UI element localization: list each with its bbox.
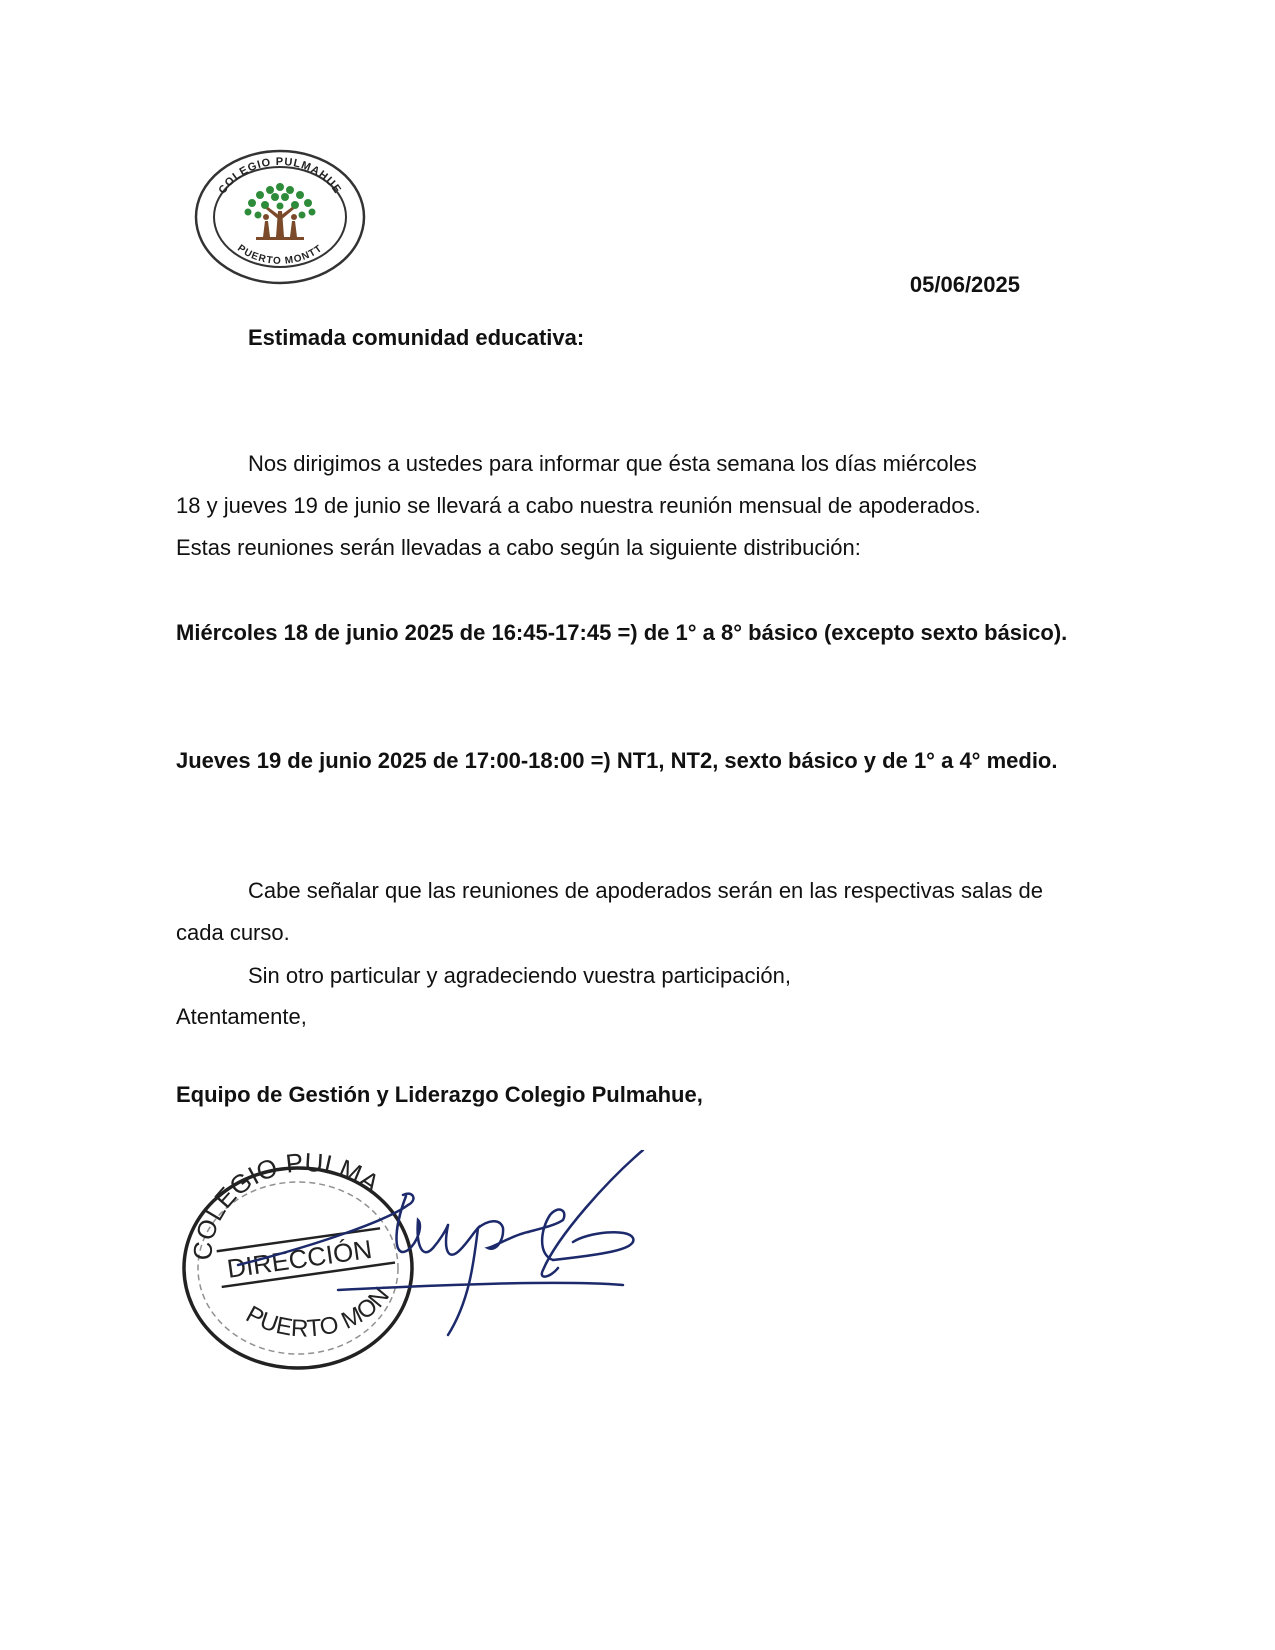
closing: Atentamente,: [176, 1004, 307, 1029]
handwritten-signature: [238, 1150, 643, 1335]
thanks-text: Sin otro particular y agradeciendo vuestra participación,: [248, 963, 791, 988]
intro-line-3: Estas reuniones serán llevadas a cabo según la siguiente distribución:: [176, 535, 861, 560]
intro-line-1: Nos dirigimos a ustedes para informar que ésta semana los días miércoles: [248, 451, 977, 476]
stamp-text-bottom: PUERTO MON: [241, 1282, 395, 1343]
tree-icon: [245, 183, 316, 240]
direction-stamp: [178, 1150, 678, 1380]
letter-date: 05/06/2025: [909, 272, 1020, 297]
salutation: Estimada comunidad educativa:: [248, 325, 585, 350]
stamp-text-middle: DIRECCIÓN: [225, 1233, 374, 1284]
intro-line-2: 18 y jueves 19 de junio se llevará a cabo nuestra reunión mensual de apoderados.: [176, 493, 981, 518]
logo-text-top: COLEGIO PULMAHUE: [216, 155, 344, 197]
svg-text:PUERTO MONTT: [235, 243, 325, 267]
signatory: Equipo de Gestión y Liderazgo Colegio Pulmahue,: [176, 1082, 703, 1107]
logo-text-bottom: PUERTO MONTT: [235, 242, 325, 267]
school-logo-seal: [190, 145, 370, 285]
note-text: Cabe señalar que las reuniones de apoderados serán en las respectivas salas de cada curso.: [176, 878, 1043, 945]
schedule-wednesday: Miércoles 18 de junio 2025 de 16:45-17:45 =) de 1° a 8° básico (excepto sexto básico).: [176, 620, 1068, 645]
stamp-and-signature: [178, 1150, 678, 1380]
school-logo: [190, 145, 370, 285]
thanks-paragraph: [176, 955, 1096, 997]
note-paragraph: [176, 870, 1096, 954]
stamp-text-top: COLEGIO PULMA: [187, 1150, 385, 1262]
intro-paragraph: [176, 443, 1096, 569]
schedule-thursday: Jueves 19 de junio 2025 de 17:00-18:00 =) NT1, NT2, sexto básico y de 1° a 4° medio.: [176, 748, 1058, 773]
